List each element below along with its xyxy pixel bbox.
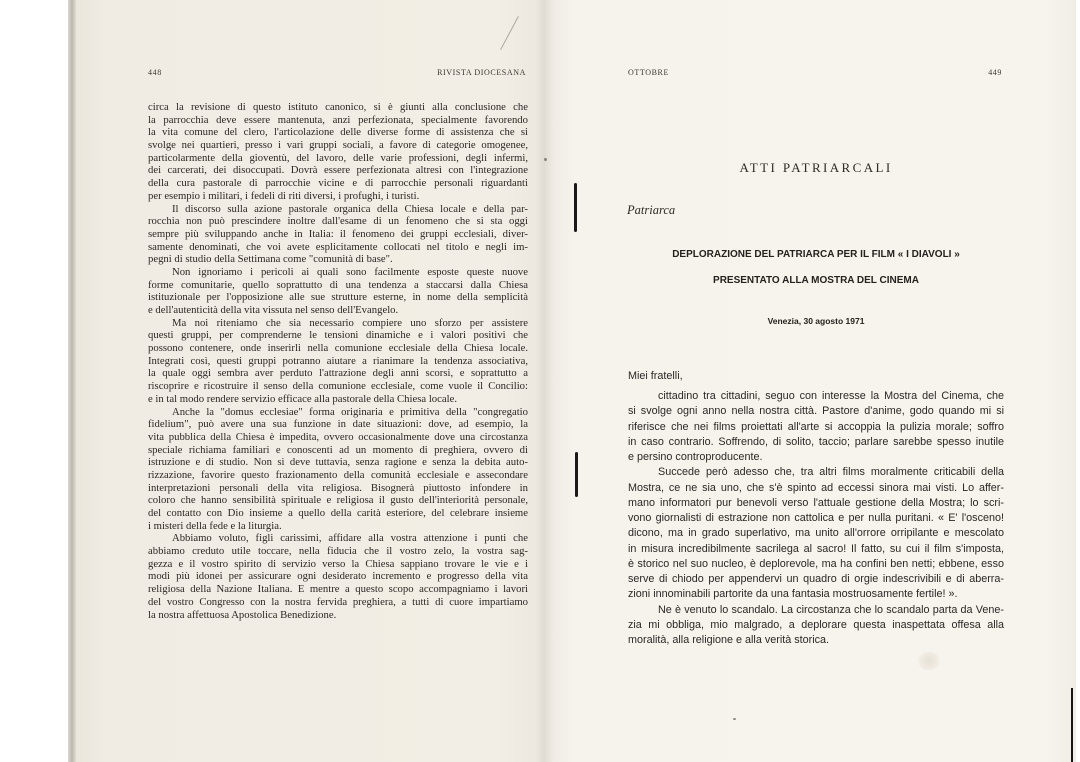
scan-speck [733, 718, 736, 720]
text-line: samente denominati, che voi avete esplicitamente collocati nel titolo e negli im- [148, 240, 528, 253]
text-line: in misura incredibilmente sacrilega al sacro! Il fatto, su cui il film s'imposta, [628, 542, 1004, 555]
section-title: ATTI PATRIARCALI [739, 160, 893, 175]
text-line: possono contenere, onde inserirli nella comunione ecclesiale della Chiesa locale. [148, 342, 528, 355]
text-line: e in tal modo rendere servizio efficace alla pastorale della Chiesa locale. [148, 392, 457, 405]
text-line: Ma noi riteniamo che sia necessario compiere uno sforzo per assistere [172, 316, 528, 329]
paragraph [628, 465, 1004, 602]
paragraph [148, 203, 528, 266]
text-line: Integrati così, questi gruppi potranno aiutare a rianimare la tendenza associativa, [148, 354, 528, 367]
text-line: moralità, alla religione e alla verità storica. [628, 634, 830, 646]
text-line: i misteri della fede e la liturgia. [148, 519, 282, 532]
text-line: del vostro Congresso con la nostra fervida preghiera, a tutti di cuore impartiamo [148, 595, 528, 608]
text-line: circa la revisione di questo istituto canonico, si è giunti alla conclusione che [148, 101, 528, 113]
text-line: particolarmente della gioventù, del lavoro, delle varie professioni, degli infermi, [148, 151, 528, 164]
text-line: interpretazioni personali della vita religiosa. Bisognerà piuttosto infondere in [148, 481, 528, 494]
gutter-shadow [536, 0, 554, 762]
text-line: coloro che hanno sensibilità spirituale e religiosa il gusto dell'interiorità personale, [148, 494, 528, 507]
text-line: per esempio i militari, i fedeli di riti diversi, i profughi, i turisti. [148, 189, 420, 202]
paragraph [148, 532, 528, 621]
paragraph [628, 389, 1004, 465]
text-line: dei carcerati, dei disoccupati. Dovrà essere perfezionata altresì con l'integrazione [148, 164, 528, 177]
text-line: e dell'autenticità della vita vissuta nel senso dell'Evangelo. [148, 304, 399, 316]
text-line: del contatto con Dio insieme a quello della carità esteriore, del celebrare insieme [148, 507, 528, 519]
text-line: è storico nel suo nucleo, è deplorevole, ma ha confini ben netti; ebbene, esso [628, 557, 1004, 570]
text-line: Abbiamo voluto, figli carissimi, affidare alla vostra attenzione i punti che [172, 532, 528, 545]
text-line: cittadino tra cittadini, seguo con interesse la Mostra del Cinema, che [658, 390, 1004, 402]
text-line: zia mi obbliga, mio malgrado, a deplorare questa inaspettata offesa alla [628, 618, 1004, 631]
text-line: rizzazione, favorire questo frazionamento della comunità ecclesiale e assecondare [148, 468, 528, 481]
right-page-number: 449 [988, 68, 1002, 77]
text-line: abbiamo creduto utile toccare, nella fiducia che il vostro zelo, la vostra sag- [148, 545, 528, 558]
dateline: Venezia, 30 agosto 1971 [767, 316, 865, 326]
text-line: pegni di studio della Settimana come "comunità di base". [148, 253, 393, 266]
paragraph [628, 603, 1004, 649]
text-line: la nostra affettuosa Apostolica Benedizione. [148, 608, 337, 621]
text-line: modi più idonei per assicurare ogni desiderato incremento e progresso della vita [148, 570, 528, 583]
paragraph [148, 266, 528, 317]
text-line: zioni innominabili partorite da una fantasia mostruosamente fertile! ». [628, 588, 958, 601]
headline-line: PRESENTATO ALLA MOSTRA DEL CINEMA [713, 275, 919, 286]
text-line: della cura pastorale di parrocchie vicine e di parrocchie personali riguardanti [148, 177, 528, 190]
text-line: la quale oggi sembra aver perduto l'attrazione degli anni scorsi, e soprattutto a [148, 367, 528, 380]
text-line: Succede però adesso che, tra altri films moralmente criticabili della [658, 466, 1004, 479]
text-line: svolge nei quartieri, presso i vari gruppi sociali, a favore di categorie omogenee, [148, 139, 528, 152]
text-line: fidelium", può avere una sua funzione in date situazioni: dove, ad esempio, la [148, 418, 528, 431]
right-running-head: OTTOBRE [628, 68, 669, 77]
text-line: si svolge ogni anno nella nostra città. Pastore d'anime, godo quando mi si [628, 405, 1004, 418]
text-line: la parrocchia deve essere mantenuta, anzi perfezionata, specialmente favorendo [148, 113, 528, 126]
left-running-head: RIVISTA DIOCESANA [437, 68, 526, 77]
text-line: in caso contrario. Soffrendo, di solito, taccio; parlare sarebbe spesso inutile [628, 435, 1004, 448]
left-body-text [148, 101, 528, 621]
binding-mark-top [574, 183, 577, 232]
text-line: vono giornalisti di estrazione non cattolica e per nulla puritani. « E' l'osceno! [628, 512, 1004, 524]
text-line: riscoprire e ricostruire il senso della comunione ecclesiale, come vuole il Concilio: [148, 380, 528, 393]
text-line: Non ignoriamo i pericoli ai quali sono facilmente esposte queste nuove [172, 265, 528, 278]
text-line: sempre più sviluppando anche in Italia: il fenomeno dei gruppi ecclesiali, diver- [148, 227, 528, 240]
binding-mark-bottom [575, 452, 578, 497]
text-line: Ne è venuto lo scandalo. La circostanza che lo scandalo parta da Vene- [658, 603, 1004, 616]
text-line: mano informatori pur benevoli verso l'attuale gestione della Mostra; lo scri- [628, 496, 1004, 509]
text-line: Anche la "domus ecclesiae" forma originaria e primitiva della "congregatio [172, 405, 528, 418]
category-label: Patriarca [627, 203, 676, 217]
paragraph [148, 317, 528, 406]
text-line: forme comunitarie, quello soprattutto di una tendenza a staccarsi dalla Chiesa [148, 278, 528, 291]
headline-line: DEPLORAZIONE DEL PATRIARCA PER IL FILM « I DIAVOLI » [672, 249, 960, 260]
text-line: rocchia non può prescindere inoltre dall'esame di un fenomeno che si sta oggi [148, 215, 528, 228]
text-line: speciale richiama familiari e conoscenti ad un momento di preghiera, ovvero di [148, 443, 528, 456]
text-line: gezza e il vostro spirito di servizio verso la Chiesa sappiano trovare le vie e i [148, 557, 528, 570]
text-line: dicono, ma in grado superlativo, ma unito all'orrore orripilante e mescolato [628, 527, 1004, 540]
article-headline [600, 248, 1032, 288]
scan-smudge [918, 652, 940, 670]
text-line: Il discorso sulla azione pastorale organica della Chiesa locale e della par- [172, 202, 528, 215]
text-line: serve di chiodo per appendervi un quadro di orgie indescrivibili e di aberra- [628, 573, 1004, 585]
scan-speck [544, 158, 547, 161]
right-body-text [628, 389, 1004, 648]
text-line: istruzione e di studio. Non si deve tuttavia, senza ragione e senza la debita auto- [148, 456, 528, 469]
text-line: Mostra, ce ne sia uno, che s'è spinto ad eccessi sinora mai visti. Lo affer- [628, 481, 1004, 494]
paragraph [148, 101, 528, 203]
book-edge [68, 0, 76, 762]
scan-edge-line [1071, 688, 1073, 762]
text-line: istituzionale per l'opposizione alle sue strutture esterne, in nome della semplicità [148, 291, 528, 304]
text-line: religiosa della Nazione Italiana. E mentre a questo scopo accompagniamo i lavori [148, 583, 528, 596]
text-line: questi gruppi, per comprenderne le tensioni dinamiche e i valori positivi che [148, 329, 528, 342]
text-line: riferisce che nei films proiettati all'arte si accoppia la pulizia morale; soffro [628, 420, 1004, 433]
salutation: Miei fratelli, [628, 370, 683, 382]
text-line: la vita comune del clero, l'articolazione delle diverse forme di assistenza che si [148, 126, 528, 139]
left-page-number: 448 [148, 68, 162, 77]
text-line: vita pubblica della Chiesa è impedita, ovvero occasionalmente dove una circostanza [148, 430, 528, 443]
paragraph [148, 406, 528, 533]
text-line: e persino controproducente. [628, 451, 763, 463]
